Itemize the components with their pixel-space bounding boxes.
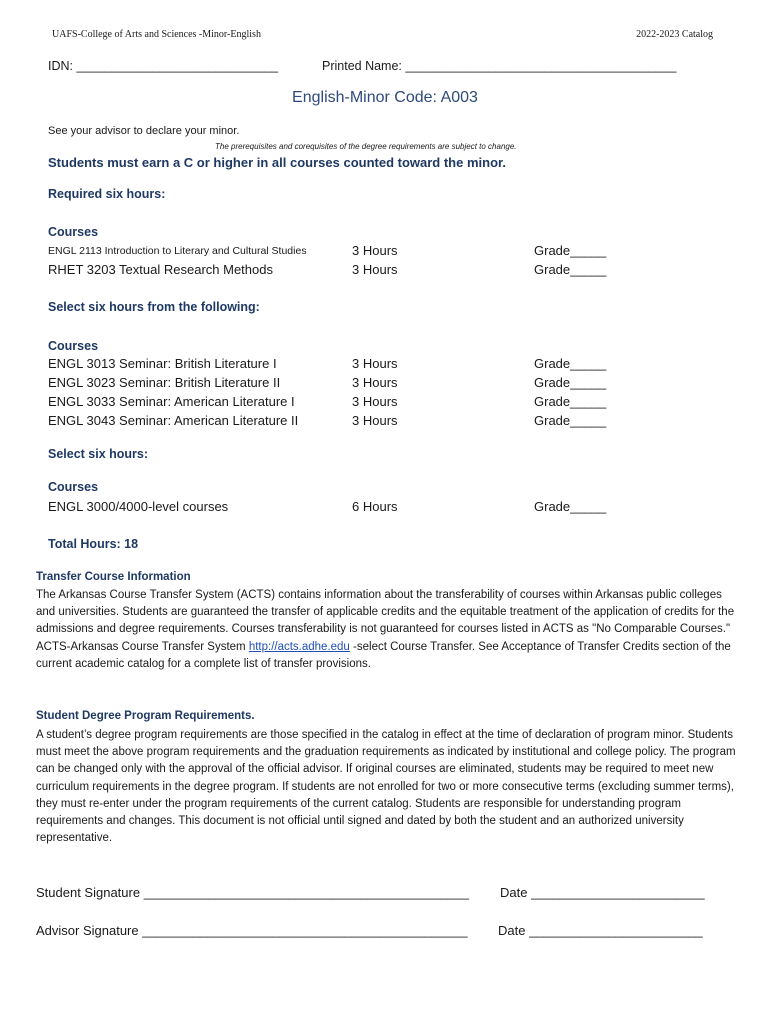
requirements-heading: Student Degree Program Requirements. bbox=[36, 710, 255, 722]
course-name: ENGL 2113 Introduction to Literary and Cultural Studies bbox=[48, 245, 307, 257]
course-name: ENGL 3033 Seminar: American Literature I bbox=[48, 394, 295, 409]
grade-field[interactable]: Grade_____ bbox=[534, 394, 607, 409]
courses-label: Courses bbox=[48, 225, 99, 239]
student-date-field[interactable]: Date ________________________ bbox=[500, 885, 705, 900]
transfer-heading: Transfer Course Information bbox=[36, 571, 191, 583]
course-hours: 3 Hours bbox=[352, 375, 398, 390]
courses-label: Courses bbox=[48, 480, 99, 494]
course-name: ENGL 3043 Seminar: American Literature II bbox=[48, 413, 299, 428]
courses-label: Courses bbox=[48, 339, 99, 353]
grade-field[interactable]: Grade_____ bbox=[534, 356, 607, 371]
acts-link[interactable]: http://acts.adhe.edu bbox=[248, 640, 350, 653]
course-hours: 3 Hours bbox=[352, 413, 398, 428]
course-hours: 3 Hours bbox=[352, 356, 398, 371]
course-name: ENGL 3013 Seminar: British Literature I bbox=[48, 356, 277, 371]
header-left: UAFS-College of Arts and Sciences -Minor-English bbox=[52, 29, 261, 40]
page-title: English-Minor Code: A003 bbox=[292, 89, 478, 106]
grade-field[interactable]: Grade_____ bbox=[534, 243, 607, 258]
course-name: RHET 3203 Textual Research Methods bbox=[48, 262, 273, 277]
transfer-paragraph bbox=[36, 587, 736, 673]
section-heading: Select six hours: bbox=[48, 447, 149, 461]
advisor-signature-field[interactable]: Advisor Signature _____________________________________________ bbox=[36, 923, 468, 938]
course-hours: 3 Hours bbox=[352, 243, 398, 258]
course-name: ENGL 3000/4000-level courses bbox=[48, 499, 229, 514]
idn-field[interactable]: IDN: _____________________________ bbox=[48, 59, 279, 73]
total-hours: Total Hours: 18 bbox=[48, 537, 139, 551]
section-heading: Required six hours: bbox=[48, 187, 166, 201]
requirements-paragraph: A student’s degree program requirements are those specified in the catalog in effect at the time of declaration of program minor. Students must meet the above program requirements and the graduation requirements as indicated by institutional and college policy. The program can be changed only with the approval of the official advisor. If original courses are eliminated, students may be required to meet new curriculum requirements in the degree program. If students are not enrolled for two or more consecutive terms (excluding summer terms), they must re-enter under the program requirements of the current catalog. Students are responsible for understanding program requirements and changes. This document is not official until signed and dated by both the student and an authorized university representative. bbox=[36, 729, 736, 845]
grade-field[interactable]: Grade_____ bbox=[534, 262, 607, 277]
course-hours: 3 Hours bbox=[352, 262, 398, 277]
advisor-note: See your advisor to declare your minor. bbox=[48, 125, 240, 137]
prereq-note: The prerequisites and corequisites of the degree requirements are subject to change. bbox=[215, 142, 517, 151]
course-name: ENGL 3023 Seminar: British Literature II bbox=[48, 375, 281, 390]
transfer-text: The Arkansas Course Transfer System (ACTS) contains information about the transferability of courses within Arkansas public colleges and universities. Students are guaranteed the transfer of applicable credits and the equitable treatment of the application of credits for the admissions and degree requirements. Courses transferability is not guaranteed for courses listed in ACTS as "No Comparable Courses." ACTS-Arkansas Course Transfer System bbox=[36, 589, 735, 653]
transfer-text-end: -select Course Transfer. See Acceptance of Transfer Credits section of the current academic catalog for a complete list of transfer provisions. bbox=[36, 640, 731, 670]
grade-requirement-note: Students must earn a C or higher in all courses counted toward the minor. bbox=[48, 155, 506, 170]
student-signature-field[interactable]: Student Signature _____________________________________________ bbox=[36, 885, 470, 900]
grade-field[interactable]: Grade_____ bbox=[534, 499, 607, 514]
section-heading: Select six hours from the following: bbox=[48, 300, 260, 314]
grade-field[interactable]: Grade_____ bbox=[534, 375, 607, 390]
advisor-date-field[interactable]: Date ________________________ bbox=[498, 923, 703, 938]
course-hours: 3 Hours bbox=[352, 394, 398, 409]
header-right: 2022-2023 Catalog bbox=[636, 29, 713, 40]
course-hours: 6 Hours bbox=[352, 499, 398, 514]
printed-name-field[interactable]: Printed Name: _______________________________________ bbox=[322, 59, 677, 73]
grade-field[interactable]: Grade_____ bbox=[534, 413, 607, 428]
